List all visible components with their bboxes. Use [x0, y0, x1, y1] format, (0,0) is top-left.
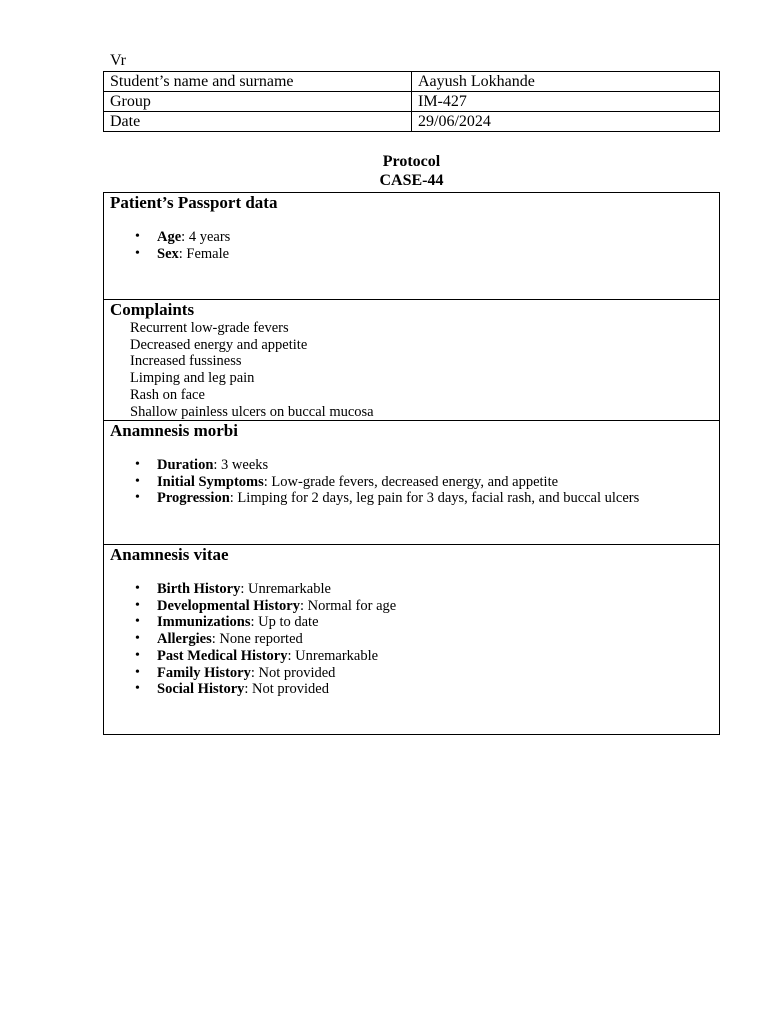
list-item	[157, 598, 719, 615]
item-value: : Normal for age	[299, 597, 397, 614]
complaints-section	[104, 300, 719, 421]
item-key: Social History	[157, 681, 245, 698]
item-value: : 3 weeks	[213, 457, 269, 473]
group-value: IM-427	[412, 92, 720, 112]
item-key: Progression	[157, 490, 230, 507]
list-item: Shallow painless ulcers on buccal mucosa	[130, 403, 374, 420]
list-item	[157, 457, 719, 474]
item-key: Duration	[157, 457, 214, 473]
list-item: Limping and leg pain	[130, 370, 255, 387]
item-value: : Female	[178, 245, 230, 262]
item-key: Allergies	[157, 631, 212, 648]
section-title: Complaints	[110, 300, 195, 319]
list-item: Decreased energy and appetite	[130, 336, 308, 353]
list-item	[157, 490, 719, 507]
item-value: : Not provided	[244, 681, 329, 698]
section-title: Anamnesis vitae	[110, 545, 229, 564]
date-label: Date	[104, 112, 412, 132]
student-name-label: Student’s name and surname	[104, 72, 412, 92]
list-item	[157, 229, 719, 246]
item-key: Family History	[157, 664, 251, 681]
item-value: : Limping for 2 days, leg pain for 3 days, facial rash, and buccal ulcers	[229, 490, 640, 507]
student-name-value: Aayush Lokhande	[412, 72, 720, 92]
item-value: : Unremarkable	[287, 647, 379, 664]
item-key: Sex	[157, 245, 179, 262]
list-item	[157, 665, 719, 682]
list-item	[157, 474, 719, 491]
student-info-table	[103, 71, 720, 132]
item-key: Initial Symptoms	[157, 473, 264, 490]
item-key: Immunizations	[157, 614, 251, 631]
item-key: Past Medical History	[157, 647, 288, 664]
morbi-section	[104, 421, 719, 545]
table-row	[104, 92, 720, 112]
vitae-section	[104, 545, 719, 734]
list-item	[157, 631, 719, 648]
item-value: : 4 years	[181, 229, 231, 245]
section-title: Anamnesis morbi	[110, 421, 238, 440]
vitae-list	[104, 581, 719, 698]
header-vr: Vr	[110, 52, 126, 69]
list-item	[157, 246, 719, 263]
morbi-list	[104, 457, 719, 507]
passport-section	[104, 193, 719, 300]
table-row	[104, 72, 720, 92]
passport-list	[104, 229, 719, 262]
protocol-title-block	[103, 152, 720, 190]
list-item	[157, 648, 719, 665]
section-title: Patient’s Passport data	[110, 193, 278, 212]
item-value: : None reported	[211, 631, 303, 648]
item-value: : Not provided	[250, 664, 336, 681]
list-item: Increased fussiness	[130, 353, 242, 370]
protocol-title: Protocol	[382, 153, 441, 170]
complaints-list	[104, 320, 719, 420]
item-key: Age	[157, 229, 182, 245]
list-item	[157, 681, 719, 698]
list-item	[157, 614, 719, 631]
item-key: Birth History	[157, 581, 241, 597]
protocol-box	[103, 192, 720, 735]
table-row	[104, 112, 720, 132]
item-value: : Up to date	[250, 614, 319, 631]
item-value: : Unremarkable	[240, 581, 331, 597]
list-item: Rash on face	[130, 386, 205, 403]
list-item	[157, 581, 719, 598]
group-label: Group	[104, 92, 412, 112]
item-value: : Low-grade fevers, decreased energy, and appetite	[263, 473, 559, 490]
list-item: Recurrent low-grade fevers	[130, 320, 289, 336]
item-key: Developmental History	[157, 597, 300, 614]
date-value: 29/06/2024	[412, 112, 720, 132]
case-number: CASE-44	[379, 172, 444, 189]
